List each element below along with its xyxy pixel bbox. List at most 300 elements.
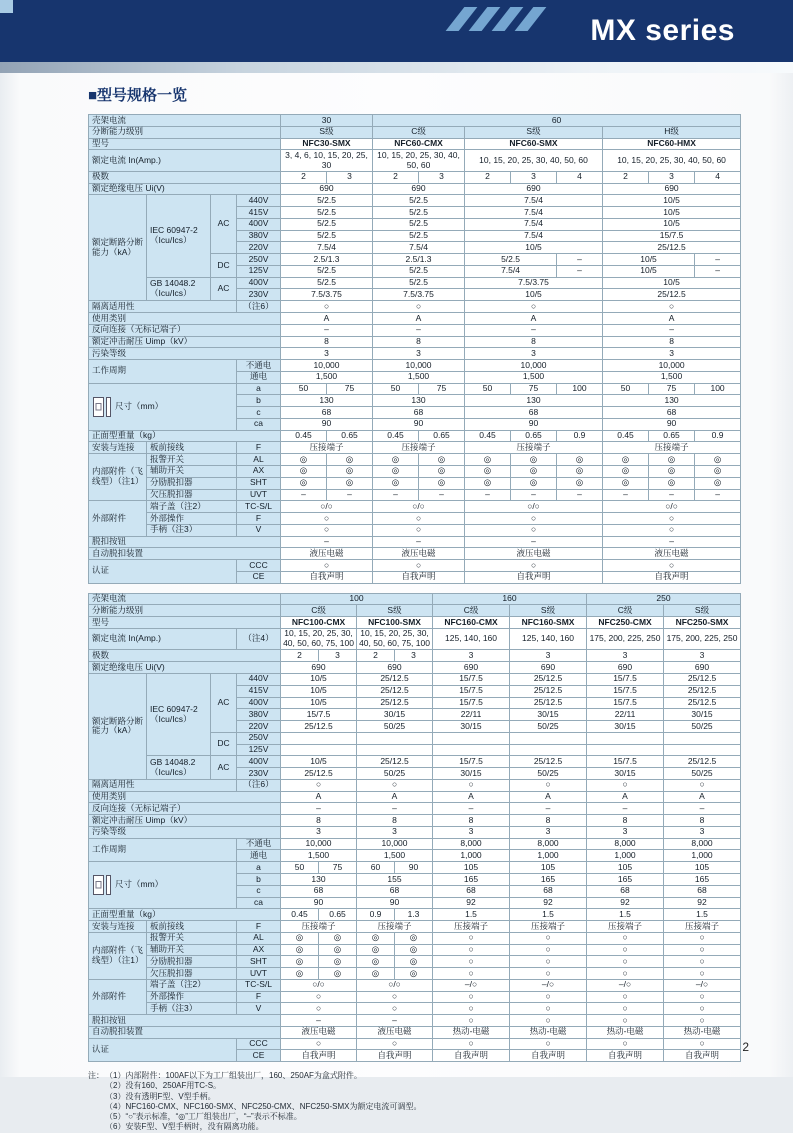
row-label-cell: 230V (237, 768, 281, 780)
spec-value-cell: 8,000 (587, 838, 664, 850)
spec-value-cell: 690 (465, 183, 603, 195)
row-label-cell: GB 14048.2（Icu/Ics） (147, 756, 211, 780)
spec-value-cell: 10/5 (603, 265, 695, 277)
table-row (89, 383, 741, 395)
spec-value-cell: S级 (664, 605, 741, 617)
corner-square-decoration (0, 0, 13, 13)
spec-value-cell: 105 (664, 862, 741, 874)
table-row (89, 324, 741, 336)
spec-value-cell: C级 (373, 126, 465, 138)
spec-value-cell: 10, 15, 20, 25, 30, 40, 50, 60 (465, 150, 603, 172)
spec-value-cell: 2 (357, 650, 395, 662)
spec-value-cell: 22/11 (433, 709, 510, 721)
spec-value-cell: ◎ (281, 968, 319, 980)
spec-value-cell: ○ (281, 1003, 357, 1015)
spec-value-cell: 30/15 (587, 721, 664, 733)
spec-value-cell: 10, 15, 20, 25, 30, 40, 50, 60, 75, 100 (281, 628, 357, 650)
row-label-cell: UVT (237, 968, 281, 980)
spec-value-cell: 自我声明 (603, 571, 741, 583)
spec-value-cell: – (327, 489, 373, 501)
footnote-item: （3）没有透明F型、V型手柄。 (105, 1091, 216, 1101)
row-label-cell: 分励脱扣器 (147, 956, 237, 968)
spec-value-cell: ○ (281, 991, 357, 1003)
spec-table-frame-100-250 (88, 593, 741, 1063)
spec-value-cell: ◎ (695, 465, 741, 477)
row-label-cell: 外部附件 (89, 979, 147, 1014)
spec-value-cell: 压接端子 (281, 921, 357, 933)
spec-value-cell: 1,000 (664, 850, 741, 862)
spec-value-cell: 1,000 (587, 850, 664, 862)
spec-value-cell: NFC160-CMX (433, 617, 510, 629)
spec-value-cell: 50/25 (664, 768, 741, 780)
row-label-cell: 欠压脱扣器 (147, 489, 237, 501)
spec-value-cell: 25/12.5 (281, 768, 357, 780)
spec-value-cell: 8,000 (433, 838, 510, 850)
spec-value-cell: 30/15 (664, 709, 741, 721)
spec-value-cell: ○/○ (357, 979, 433, 991)
row-label-cell: 报警开关 (147, 932, 237, 944)
spec-value-cell: ○ (281, 513, 373, 525)
spec-value-cell: ◎ (357, 944, 395, 956)
spec-value-cell: 250 (587, 593, 741, 605)
table-row (89, 815, 741, 827)
spec-value-cell: 8 (664, 815, 741, 827)
row-label-cell: 污染等级 (89, 826, 281, 838)
spec-value-cell: 0.65 (649, 430, 695, 442)
spec-value-cell: 105 (433, 862, 510, 874)
row-label-cell: 400V (237, 756, 281, 768)
row-label-cell: 415V (237, 685, 281, 697)
spec-value-cell: ◎ (281, 465, 327, 477)
spec-value-cell: 自我声明 (281, 571, 373, 583)
spec-value-cell: 自我声明 (587, 1050, 664, 1062)
spec-value-cell: ○ (465, 560, 603, 572)
spec-value-cell: ◎ (281, 944, 319, 956)
spec-value-cell: ○ (373, 524, 465, 536)
spec-value-cell: 2 (465, 171, 511, 183)
spec-value-cell (433, 732, 510, 744)
spec-value-cell: 液压电磁 (281, 1026, 357, 1038)
spec-value-cell: 25/12.5 (510, 685, 587, 697)
spec-value-cell: ○ (587, 779, 664, 791)
footnote-item: （1）内部附件：100AF以下为工厂组装出厂，160、250AF为盒式附件。 (105, 1071, 362, 1081)
row-label-cell: 板前接线 (147, 921, 237, 933)
row-label-cell: AC (211, 277, 237, 301)
spec-value-cell: 2 (603, 171, 649, 183)
spec-value-cell: ○ (510, 991, 587, 1003)
spec-value-cell: 75 (327, 383, 373, 395)
row-label-cell: 250V (237, 732, 281, 744)
spec-value-cell: 15/7.5 (587, 673, 664, 685)
spec-value-cell: S级 (510, 605, 587, 617)
table-row (89, 838, 741, 850)
spec-value-cell: C级 (587, 605, 664, 617)
spec-value-cell: 90 (357, 897, 433, 909)
spec-value-cell: 25/12.5 (510, 756, 587, 768)
row-label-cell: CE (237, 1050, 281, 1062)
row-label-cell: 分励脱扣器 (147, 477, 237, 489)
row-label-cell: 端子盖（注2） (147, 979, 237, 991)
spec-value-cell: – (465, 489, 511, 501)
row-label-cell: 正面型重量（kg） (89, 430, 281, 442)
spec-value-cell: ◎ (419, 477, 465, 489)
spec-value-cell: – (649, 489, 695, 501)
spec-value-cell: 5/2.5 (373, 277, 465, 289)
spec-value-cell: – (281, 489, 327, 501)
spec-value-cell: 7.5/3.75 (373, 289, 465, 301)
table-row (89, 524, 741, 536)
spec-value-cell: 3 (419, 171, 465, 183)
row-label-cell: 额定冲击耐压 Uimp（kV） (89, 815, 281, 827)
spec-value-cell: ○ (357, 1038, 433, 1050)
spec-value-cell: ○ (587, 1038, 664, 1050)
spec-value-cell: ◎ (465, 465, 511, 477)
spec-value-cell: 5/2.5 (373, 195, 465, 207)
footnote-item: （2）没有160、250AF用TC-S。 (105, 1081, 222, 1091)
row-label-cell: 工作周期 (89, 838, 237, 862)
spec-value-cell: 68 (465, 407, 603, 419)
spec-value-cell: 8 (357, 815, 433, 827)
spec-value-cell: 10/5 (603, 277, 741, 289)
notes-prefix: 注： (88, 1071, 104, 1081)
spec-value-cell: NFC250-SMX (664, 617, 741, 629)
spec-value-cell: 690 (357, 662, 433, 674)
spec-value-cell: 自我声明 (664, 1050, 741, 1062)
spec-value-cell: 10,000 (281, 838, 357, 850)
spec-value-cell: ◎ (281, 956, 319, 968)
spec-value-cell: 68 (357, 885, 433, 897)
spec-value-cell: 10/5 (603, 254, 695, 266)
spec-value-cell: 7.5/4 (465, 207, 603, 219)
row-label-cell (89, 862, 237, 909)
spec-value-cell: S级 (465, 126, 603, 138)
spec-value-cell: ○ (603, 560, 741, 572)
row-label-cell: 极数 (89, 171, 281, 183)
spec-value-cell: – (419, 489, 465, 501)
table-row (89, 454, 741, 466)
table-row (89, 171, 741, 183)
table-row (89, 336, 741, 348)
row-label-cell: 分断能力级别 (89, 126, 281, 138)
spec-value-cell: ◎ (395, 944, 433, 956)
spec-value-cell: – (433, 803, 510, 815)
spec-value-cell: 92 (664, 897, 741, 909)
table-row (89, 991, 741, 1003)
spec-value-cell: 8 (465, 336, 603, 348)
spec-value-cell: 0.9 (695, 430, 741, 442)
spec-value-cell: 1.5 (510, 909, 587, 921)
table-row (89, 115, 741, 127)
spec-value-cell: 75 (649, 383, 695, 395)
spec-value-cell: ○ (433, 1015, 510, 1027)
footnote-item: （6）安装F型、V型手柄时，没有隔离功能。 (105, 1122, 264, 1132)
spec-value-cell: ◎ (319, 968, 357, 980)
spec-value-cell: ○ (664, 956, 741, 968)
spec-value-cell: 90 (465, 418, 603, 430)
spec-value-cell: ○ (510, 1038, 587, 1050)
spec-value-cell: ○ (587, 932, 664, 944)
spec-value-cell: ○ (510, 932, 587, 944)
spec-value-cell (281, 732, 357, 744)
row-label-cell: a (237, 383, 281, 395)
spec-value-cell: 3 (587, 650, 664, 662)
spec-table-frame-30-60 (88, 114, 741, 584)
spec-value-cell: 1,500 (281, 371, 373, 383)
spec-value-cell: ◎ (649, 454, 695, 466)
spec-value-cell: 165 (587, 874, 664, 886)
spec-value-cell: 68 (603, 407, 741, 419)
row-label-cell: b (237, 874, 281, 886)
spec-value-cell: 165 (510, 874, 587, 886)
spec-value-cell: 68 (373, 407, 465, 419)
row-label-cell: 内部附件（飞线型）（注1） (89, 454, 147, 501)
spec-value-cell: 15/7.5 (587, 685, 664, 697)
spec-value-cell: ◎ (465, 454, 511, 466)
spec-value-cell: ◎ (327, 465, 373, 477)
spec-value-cell: 2 (281, 171, 327, 183)
row-label-cell: 使用类别 (89, 791, 281, 803)
spec-value-cell: 10/5 (281, 673, 357, 685)
spec-value-cell: – (357, 1015, 433, 1027)
spec-value-cell: NFC250-CMX (587, 617, 664, 629)
row-label-cell: 正面型重量（kg） (89, 909, 281, 921)
spec-value-cell: A (433, 791, 510, 803)
spec-value-cell: ◎ (511, 465, 557, 477)
row-label-cell: 端子盖（注2） (147, 501, 237, 513)
spec-value-cell: 690 (587, 662, 664, 674)
spec-value-cell: 压接端子 (510, 921, 587, 933)
row-label-cell: 400V (237, 277, 281, 289)
spec-value-cell: NFC100-CMX (281, 617, 357, 629)
spec-value-cell: ○ (281, 301, 373, 313)
spec-value-cell: 10/5 (281, 756, 357, 768)
spec-value-cell: 15/7.5 (433, 697, 510, 709)
row-label-cell: AX (237, 465, 281, 477)
spec-value-cell: 5/2.5 (281, 277, 373, 289)
spec-value-cell: ○ (510, 779, 587, 791)
spec-value-cell: 68 (664, 885, 741, 897)
row-label-cell: 隔离适用性 (89, 779, 237, 791)
spec-value-cell: S级 (281, 126, 373, 138)
row-label-cell: 额定绝缘电压 Ui(V) (89, 183, 281, 195)
spec-value-cell: ○ (510, 1015, 587, 1027)
spec-value-cell: H级 (603, 126, 741, 138)
spec-value-cell: 10,000 (603, 360, 741, 372)
row-label-cell: 不通电 (237, 360, 281, 372)
spec-value-cell: 30 (281, 115, 373, 127)
spec-value-cell: –/○ (587, 979, 664, 991)
row-label-cell: 380V (237, 709, 281, 721)
spec-value-cell: ◎ (281, 454, 327, 466)
spec-value-cell: 3 (373, 348, 465, 360)
spec-value-cell: – (695, 265, 741, 277)
row-label-cell: 手柄（注3） (147, 1003, 237, 1015)
spec-value-cell: 68 (281, 407, 373, 419)
spec-value-cell: ◎ (395, 968, 433, 980)
spec-value-cell: 10/5 (465, 242, 603, 254)
spec-value-cell: 68 (510, 885, 587, 897)
spec-value-cell: S级 (357, 605, 433, 617)
spec-value-cell: ○ (603, 524, 741, 536)
spec-value-cell: 10/5 (603, 218, 741, 230)
spec-value-cell: 25/12.5 (603, 242, 741, 254)
spec-value-cell: 1.5 (587, 909, 664, 921)
spec-value-cell: 690 (603, 183, 741, 195)
row-label-cell: F (237, 991, 281, 1003)
spec-value-cell: 3 (433, 650, 510, 662)
spec-value-cell: ○/○ (373, 501, 465, 513)
row-label-cell: AC (211, 195, 237, 254)
spec-value-cell: ○ (664, 991, 741, 1003)
table-row (89, 501, 741, 513)
table-row (89, 779, 741, 791)
spec-value-cell: 90 (281, 418, 373, 430)
spec-value-cell: 15/7.5 (433, 685, 510, 697)
spec-value-cell: ○ (357, 991, 433, 1003)
row-label-cell: c (237, 885, 281, 897)
spec-value-cell: 5/2.5 (373, 207, 465, 219)
spec-value-cell: 15/7.5 (433, 756, 510, 768)
spec-value-cell: 25/12.5 (281, 721, 357, 733)
spec-value-cell: ○ (433, 991, 510, 1003)
spec-value-cell: 5/2.5 (373, 265, 465, 277)
spec-value-cell: 50/25 (510, 721, 587, 733)
row-label-cell: V (237, 524, 281, 536)
spec-value-cell: 160 (433, 593, 587, 605)
row-label-cell: 安装与连接 (89, 442, 147, 454)
row-label-cell: （注6） (237, 779, 281, 791)
row-label-cell: 辅助开关 (147, 944, 237, 956)
spec-value-cell: ○ (281, 524, 373, 536)
spec-value-cell: 15/7.5 (587, 697, 664, 709)
spec-value-cell: 125, 140, 160 (510, 628, 587, 650)
spec-value-cell: 100 (695, 383, 741, 395)
spec-value-cell: 1,500 (357, 850, 433, 862)
spec-value-cell: 30/15 (587, 768, 664, 780)
row-label-cell: a (237, 862, 281, 874)
spec-value-cell: ◎ (281, 477, 327, 489)
row-label-cell: 通电 (237, 850, 281, 862)
footnotes (88, 1071, 740, 1132)
row-label-cell: DC (211, 254, 237, 278)
spec-value-cell: ○ (465, 513, 603, 525)
spec-value-cell: 8,000 (510, 838, 587, 850)
row-label-cell: AX (237, 944, 281, 956)
spec-value-cell: –/○ (510, 979, 587, 991)
spec-value-cell: 60 (373, 115, 741, 127)
table-row (89, 430, 741, 442)
spec-value-cell: 5/2.5 (281, 230, 373, 242)
spec-value-cell: ○ (373, 301, 465, 313)
spec-value-cell: 5/2.5 (373, 230, 465, 242)
spec-value-cell: 130 (373, 395, 465, 407)
spec-value-cell: 5/2.5 (281, 195, 373, 207)
spec-value-cell: 0.65 (319, 909, 357, 921)
table-row (89, 277, 741, 289)
spec-value-cell: 165 (433, 874, 510, 886)
row-label-cell: 125V (237, 744, 281, 756)
spec-value-cell: 25/12.5 (664, 673, 741, 685)
row-label-cell: 400V (237, 697, 281, 709)
spec-value-cell: ◎ (357, 932, 395, 944)
spec-value-cell: 50/25 (510, 768, 587, 780)
spec-value-cell: 3 (649, 171, 695, 183)
breaker-dimension-icon (92, 873, 112, 897)
spec-value-cell: 7.5/4 (465, 195, 603, 207)
spec-value-cell: 热动-电磁 (664, 1026, 741, 1038)
spec-value-cell: ○ (603, 513, 741, 525)
row-label-cell: 工作周期 (89, 360, 237, 384)
footnote-item: （5）“○”表示标准，“◎”工厂组装出厂，“–”表示不标准。 (105, 1112, 302, 1122)
row-label-cell: 安装与连接 (89, 921, 147, 933)
row-label-cell: IEC 60947-2（Icu/Ics） (147, 195, 211, 277)
row-label-cell: 440V (237, 195, 281, 207)
row-label-cell: CCC (237, 1038, 281, 1050)
spec-value-cell: ○ (664, 1038, 741, 1050)
spec-value-cell: 690 (510, 662, 587, 674)
spec-value-cell: ◎ (327, 454, 373, 466)
spec-value-cell: 0.9 (357, 909, 395, 921)
row-label-cell: V (237, 1003, 281, 1015)
table-row (89, 756, 741, 768)
spec-value-cell: NFC60-SMX (465, 138, 603, 150)
brand-title: MX series (590, 14, 735, 47)
spec-value-cell: ○ (587, 968, 664, 980)
spec-value-cell: ◎ (649, 477, 695, 489)
spec-value-cell: 15/7.5 (603, 230, 741, 242)
spec-value-cell: ○ (357, 1003, 433, 1015)
spec-value-cell: ◎ (395, 932, 433, 944)
spec-value-cell (587, 732, 664, 744)
spec-value-cell: 60 (357, 862, 395, 874)
spec-value-cell: NFC60-CMX (373, 138, 465, 150)
row-label-cell: 额定断路分断能力（kA） (89, 195, 147, 301)
spec-value-cell: NFC100-SMX (357, 617, 433, 629)
spec-value-cell: ○/○ (465, 501, 603, 513)
spec-value-cell: 4 (695, 171, 741, 183)
spec-value-cell: ◎ (373, 454, 419, 466)
row-label-cell: 脱扣按钮 (89, 536, 281, 548)
spec-value-cell: 2 (281, 650, 319, 662)
spec-value-cell: 8,000 (664, 838, 741, 850)
row-label-cell (89, 383, 237, 430)
spec-value-cell: 3 (603, 348, 741, 360)
spec-value-cell: 75 (419, 383, 465, 395)
spec-value-cell: 68 (587, 885, 664, 897)
spec-value-cell: 3 (664, 650, 741, 662)
row-label-cell: 额定断路分断能力（kA） (89, 673, 147, 779)
row-label-cell: 反向连接（无标记端子） (89, 324, 281, 336)
spec-value-cell: 0.9 (557, 430, 603, 442)
spec-value-cell: 5/2.5 (281, 218, 373, 230)
spec-value-cell: ◎ (373, 477, 419, 489)
spec-value-cell: 690 (373, 183, 465, 195)
spec-value-cell: 8 (433, 815, 510, 827)
row-label-cell: 230V (237, 289, 281, 301)
spec-value-cell (433, 744, 510, 756)
row-label-cell: AC (211, 756, 237, 780)
spec-value-cell: 30/15 (510, 709, 587, 721)
spec-value-cell: ○ (664, 968, 741, 980)
spec-value-cell: ◎ (319, 944, 357, 956)
spec-value-cell: 10/5 (281, 697, 357, 709)
spec-value-cell: – (695, 489, 741, 501)
row-label-cell: 报警开关 (147, 454, 237, 466)
spec-value-cell: 50 (281, 383, 327, 395)
row-label-cell: 极数 (89, 650, 281, 662)
spec-value-cell: ○ (587, 956, 664, 968)
spec-value-cell: 3 (510, 650, 587, 662)
